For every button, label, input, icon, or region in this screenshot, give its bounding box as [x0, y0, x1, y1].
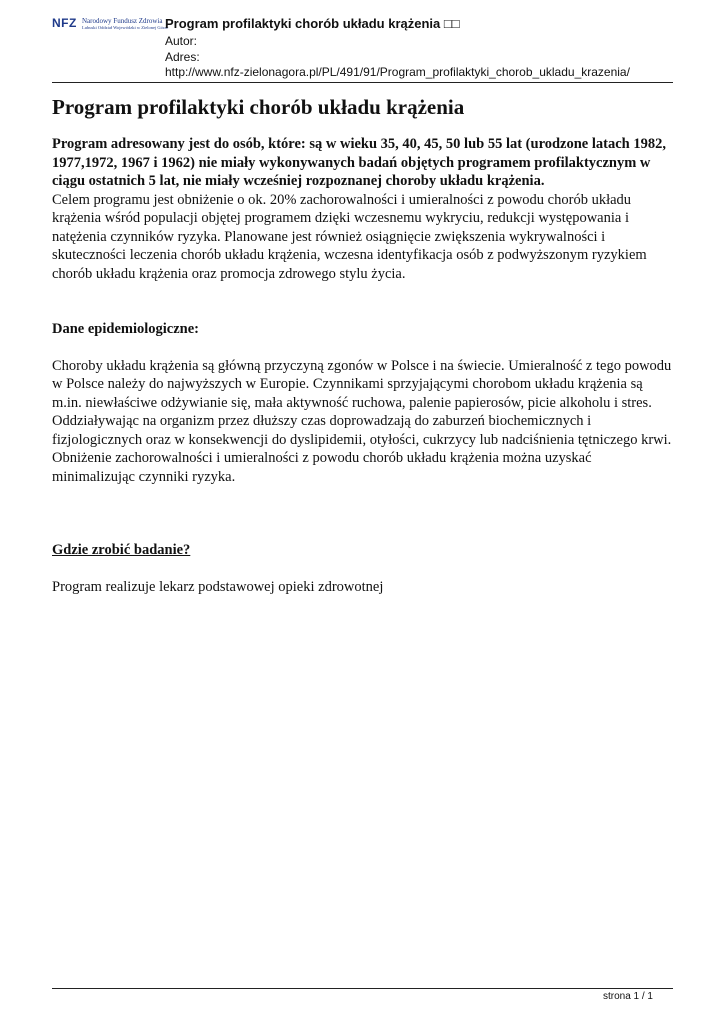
where-heading: Gdzie zrobić badanie? [52, 542, 191, 558]
header-url: http://www.nfz-zielonagora.pl/PL/491/91/Program_profilaktyki_chorob_ukladu_krazenia/ [165, 65, 630, 79]
document-title: Program profilaktyki chorób układu krążenia [52, 95, 465, 119]
document-body [52, 93, 673, 596]
intro-bold-paragraph: Program adresowany jest do osób, które: są w wieku 35, 40, 45, 50 lub 55 lat (urodzone latach 1982, 1977,1972, 1967 i 1962) nie miały wykonywanych badań objętych programem profilaktycznym w ciągu ostatnich 5 lat, nie miały wcześniej rozpoznanej choroby układu krążenia. [52, 136, 666, 189]
page-number: strona 1 / 1 [602, 991, 653, 1002]
page-header [52, 14, 673, 82]
epidemiology-heading: Dane epidemiologiczne: [52, 321, 199, 337]
logo-line-2: Lubuski Oddział Wojewódzki w Zielonej Górze [82, 25, 169, 30]
logo-line-1: Narodowy Fundusz Zdrowia [82, 17, 163, 25]
header-address: Adres: [165, 50, 200, 64]
epidemiology-paragraph: Choroby układu krążenia są główną przyczyną zgonów w Polsce i na świecie. Umieralność z tego powodu w Polsce należy do najwyższych w Europie. Czynnikami sprzyjającymi chorobom układu krążenia są m.in. niewłaściwe odżywianie się, mała aktywność ruchowa, palenie papierosów, picie alkoholu i stres. Oddziaływając na organizm przez dłuższy czas doprowadzają do zaburzeń biochemicznych i fizjologicznych oraz w konsekwencji do dyslipidemii, otyłości, cukrzycy lub nadciśnienia tętniczego krwi. Obniżenie zachorowalności i umieralności z powodu chorób układu krążenia można uzyskać minimalizując czynniki ryzyka. [52, 357, 672, 485]
nfz-logo [52, 16, 169, 34]
intro-paragraph: Celem programu jest obniżenie o ok. 20% zachorowalności i umieralności z powodu chorób układu krążenia wśród populacji objętej programem dzięki wczesnemu wykryciu, redukcji występowania i natężenia czynników ryzyka. Planowane jest również osiągnięcie zwiększenia wykrywalności i skuteczności leczenia chorób układu krążenia, wczesna identyfikacja osób z podwyższonym ryzykiem chorób układu krążenia oraz promocja zdrowego stylu życia. [52, 191, 647, 282]
logo-mark: NFZ [52, 16, 77, 30]
header-author: Autor: [165, 34, 198, 48]
header-title: Program profilaktyki chorób układu krążenia □□ [165, 16, 460, 31]
footer-divider [52, 988, 673, 989]
header-divider [52, 82, 673, 83]
where-paragraph: Program realizuje lekarz podstawowej opieki zdrowotnej [52, 578, 384, 595]
